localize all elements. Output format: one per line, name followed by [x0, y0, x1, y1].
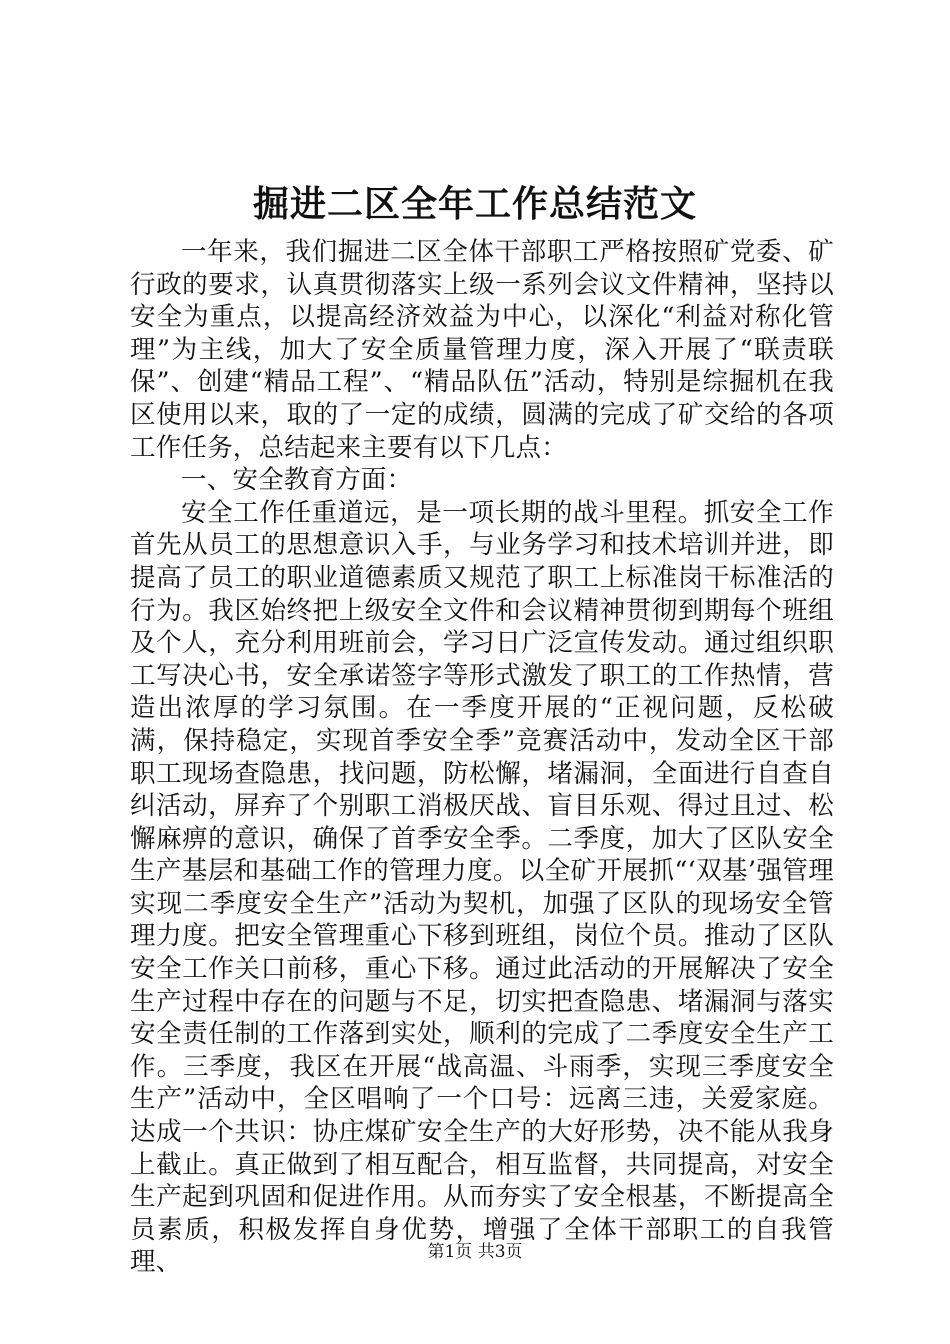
intro-paragraph: 一年来，我们掘进二区全体干部职工严格按照矿党委、矿行政的要求，认真贯彻落实上级一系列会议文件精神，坚持以安全为重点，以提高经济效益为中心，以深化“利益对称化管理”为主线，加大了安全质量管理力度，深入开展了“联责联保”、创建“精品工程”、“精品队伍”活动，特别是综掘机在我区使用以来，取的了一定的成绩，圆满的完成了矿交给的各项工作任务，总结起来主要有以下几点：	[130, 237, 834, 463]
page-number-footer: 第1页 共3页	[427, 1242, 523, 1262]
safety-education-paragraph: 安全工作任重道远，是一项长期的战斗里程。抓安全工作首先从员工的思想意识入手，与业务学习和技术培训并进，即提高了员工的职业道德素质又规范了职工上标准岗干标准活的行为。我区始终把上级安全文件和会议精神贯彻到期每个班组及个人，充分利用班前会，学习日广泛宣传发动。通过组织职工写决心书，安全承诺签字等形式激发了职工的工作热情，营造出浓厚的学习氛围。在一季度开展的“正视问题，反松破满，保持稳定，实现首季安全季”竞赛活动中，发动全区干部职工现场查隐患，找问题，防松懈，堵漏洞，全面进行自查自纠活动，屏弃了个别职工消极厌战、盲目乐观、得过且过、松懈麻痹的意识，确保了首季安全季。二季度，加大了区队安全生产基层和基础工作的管理力度。以全矿开展抓“‘双基’强管理实现二季度安全生产”活动为契机，加强了区队的现场安全管理力度。把安全管理重心下移到班组，岗位个员。推动了区队安全工作关口前移，重心下移。通过此活动的开展解决了安全生产过程中存在的问题与不足，切实把查隐患、堵漏洞与落实安全责任制的工作落到实处，顺利的完成了二季度安全生产工作。三季度，我区在开展“战高温、斗雨季，实现三季度安全生产”活动中，全区唱响了一个口号：远离三违，关爱家庭。达成一个共识：协庄煤矿安全生产的大好形势，决不能从我身上截止。真正做到了相互配合，相互监督，共同提高，对安全生产起到巩固和促进作用。从而夯实了安全根基，不断提高全员素质，积极发挥自身优势，增强了全体干部职工的自我管理、	[130, 497, 834, 1278]
section-heading-safety-education: 一、安全教育方面：	[181, 465, 413, 496]
document-title: 掘进二区全年工作总结范文	[252, 183, 697, 225]
document-body	[130, 236, 834, 1279]
